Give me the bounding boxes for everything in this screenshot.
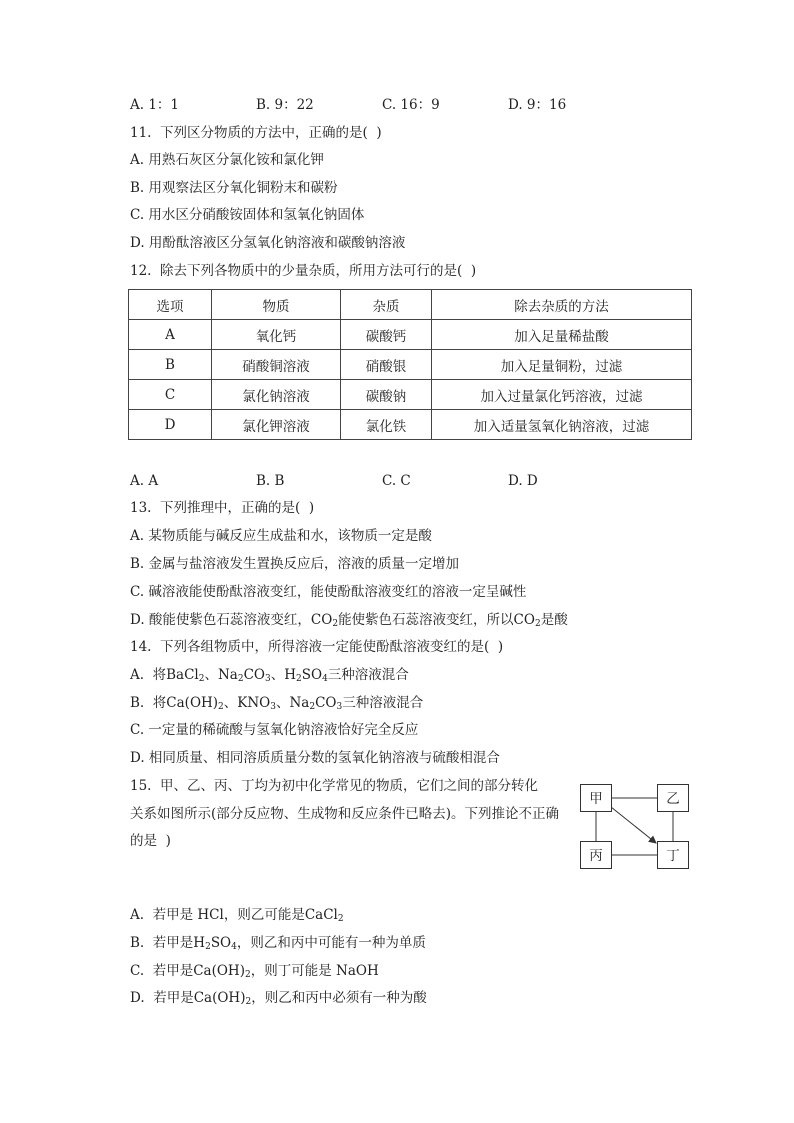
q15-stem-line1: 15. 甲、乙、丙、丁均为初中化学常见的物质，它们之间的部分转化 (130, 778, 539, 794)
q10-option-b: B. 9：22 (256, 97, 314, 113)
table-header-cell: 物质 (212, 290, 341, 320)
q12-option-d: D. D (508, 473, 538, 489)
q14-stem: 14. 下列各组物质中，所得溶液一定能使酚酞溶液变红的是( ) (130, 639, 504, 655)
q12-table (128, 289, 692, 440)
table-cell: 碳酸钙 (341, 320, 432, 350)
q13-option-d: D. 酸能使紫色石蕊溶液变红，$CO_2$能使紫色石蕊溶液变红，所以$CO_2$是酸 (130, 612, 568, 629)
table-cell: 加入适量氢氧化钠溶液，过滤 (432, 410, 692, 440)
q14-option-b: B. 将$Ca(OH)_2$、$KNO_3$、$Na_2CO_3$三种溶液混合 (130, 695, 424, 712)
q15-option-a: A. 若甲是 HCl，则乙可能是CaCl$_2$ (130, 907, 344, 924)
q13-option-b: B. 金属与盐溶液发生置换反应后，溶液的质量一定增加 (130, 556, 460, 572)
q14-option-d: D. 相同质量、相同溶质质量分数的氢氧化钠溶液与硫酸相混合 (130, 750, 500, 766)
q15-stem-line2: 关系如图所示(部分反应物、生成物和反应条件已略去)。下列推论不正确 (130, 806, 560, 822)
table-row (129, 350, 692, 380)
q15-option-c: C. 若甲是$Ca(OH)_2$，则丁可能是 NaOH (130, 963, 379, 980)
q11-option-c: C. 用水区分硝酸铵固体和氢氧化钠固体 (130, 207, 365, 223)
q12-option-a: A. A (130, 473, 159, 489)
table-row (129, 320, 692, 350)
table-cell: 氧化钙 (212, 320, 341, 350)
table-cell: B (129, 350, 212, 380)
table-header-row (129, 290, 692, 320)
table-cell: 碳酸钠 (341, 380, 432, 410)
table-row (129, 380, 692, 410)
q11-option-b: B. 用观察法区分氧化铜粉末和碳粉 (130, 180, 338, 196)
q14-option-a: A. 将BaCl$_2$、$Na_2CO_3$、$H_2SO_4$三种溶液混合 (130, 667, 409, 684)
q11-stem: 11. 下列区分物质的方法中，正确的是( ) (130, 125, 382, 141)
q15-option-b: B. 若甲是$H_2SO_4$，则乙和丙中可能有一种为单质 (130, 935, 426, 952)
table-cell: 硝酸铜溶液 (212, 350, 341, 380)
q12-option-b: B. B (256, 473, 285, 489)
q15-stem-line3: 的是 ) (130, 833, 171, 849)
q12-option-c: C. C (382, 473, 411, 489)
q10-option-d: D. 9：16 (508, 97, 567, 113)
node-bing: 丙 (580, 841, 612, 869)
table-header-cell: 选项 (129, 290, 212, 320)
table-header-cell: 杂质 (341, 290, 432, 320)
q11-option-a: A. 用熟石灰区分氯化铵和氯化钾 (130, 152, 324, 168)
table-header-cell: 除去杂质的方法 (432, 290, 692, 320)
q14-option-c: C. 一定量的稀硫酸与氢氧化钠溶液恰好完全反应 (130, 722, 419, 738)
table-cell: C (129, 380, 212, 410)
arrow-jia-to-ding (611, 807, 656, 843)
table-row (129, 410, 692, 440)
table-cell: 加入足量稀盐酸 (432, 320, 692, 350)
node-ding: 丁 (657, 841, 689, 869)
q12-stem: 12. 除去下列各物质中的少量杂质，所用方法可行的是( ) (130, 263, 477, 279)
q11-option-d: D. 用酚酞溶液区分氢氧化钠溶液和碳酸钠溶液 (130, 235, 406, 251)
table-cell: 硝酸银 (341, 350, 432, 380)
q10-option-a: A. 1：1 (130, 97, 180, 113)
q13-option-c: C. 碱溶液能使酚酞溶液变红，能使酚酞溶液变红的溶液一定呈碱性 (130, 584, 527, 600)
table-cell: A (129, 320, 212, 350)
q10-option-c: C. 16：9 (382, 97, 440, 113)
q13-option-a: A. 某物质能与碱反应生成盐和水，该物质一定是酸 (130, 528, 432, 544)
conversion-diagram (578, 783, 692, 869)
table-cell: D (129, 410, 212, 440)
table-cell: 加入过量氯化钙溶液，过滤 (432, 380, 692, 410)
node-jia: 甲 (580, 784, 612, 812)
q15-option-d: D. 若甲是$Ca(OH)_2$，则乙和丙中必须有一种为酸 (130, 990, 427, 1007)
table-cell: 加入足量铜粉，过滤 (432, 350, 692, 380)
table-cell: 氯化钾溶液 (212, 410, 341, 440)
table-cell: 氯化铁 (341, 410, 432, 440)
table-cell: 氯化钠溶液 (212, 380, 341, 410)
q13-stem: 13. 下列推理中，正确的是( ) (130, 500, 315, 516)
node-yi: 乙 (657, 784, 689, 812)
